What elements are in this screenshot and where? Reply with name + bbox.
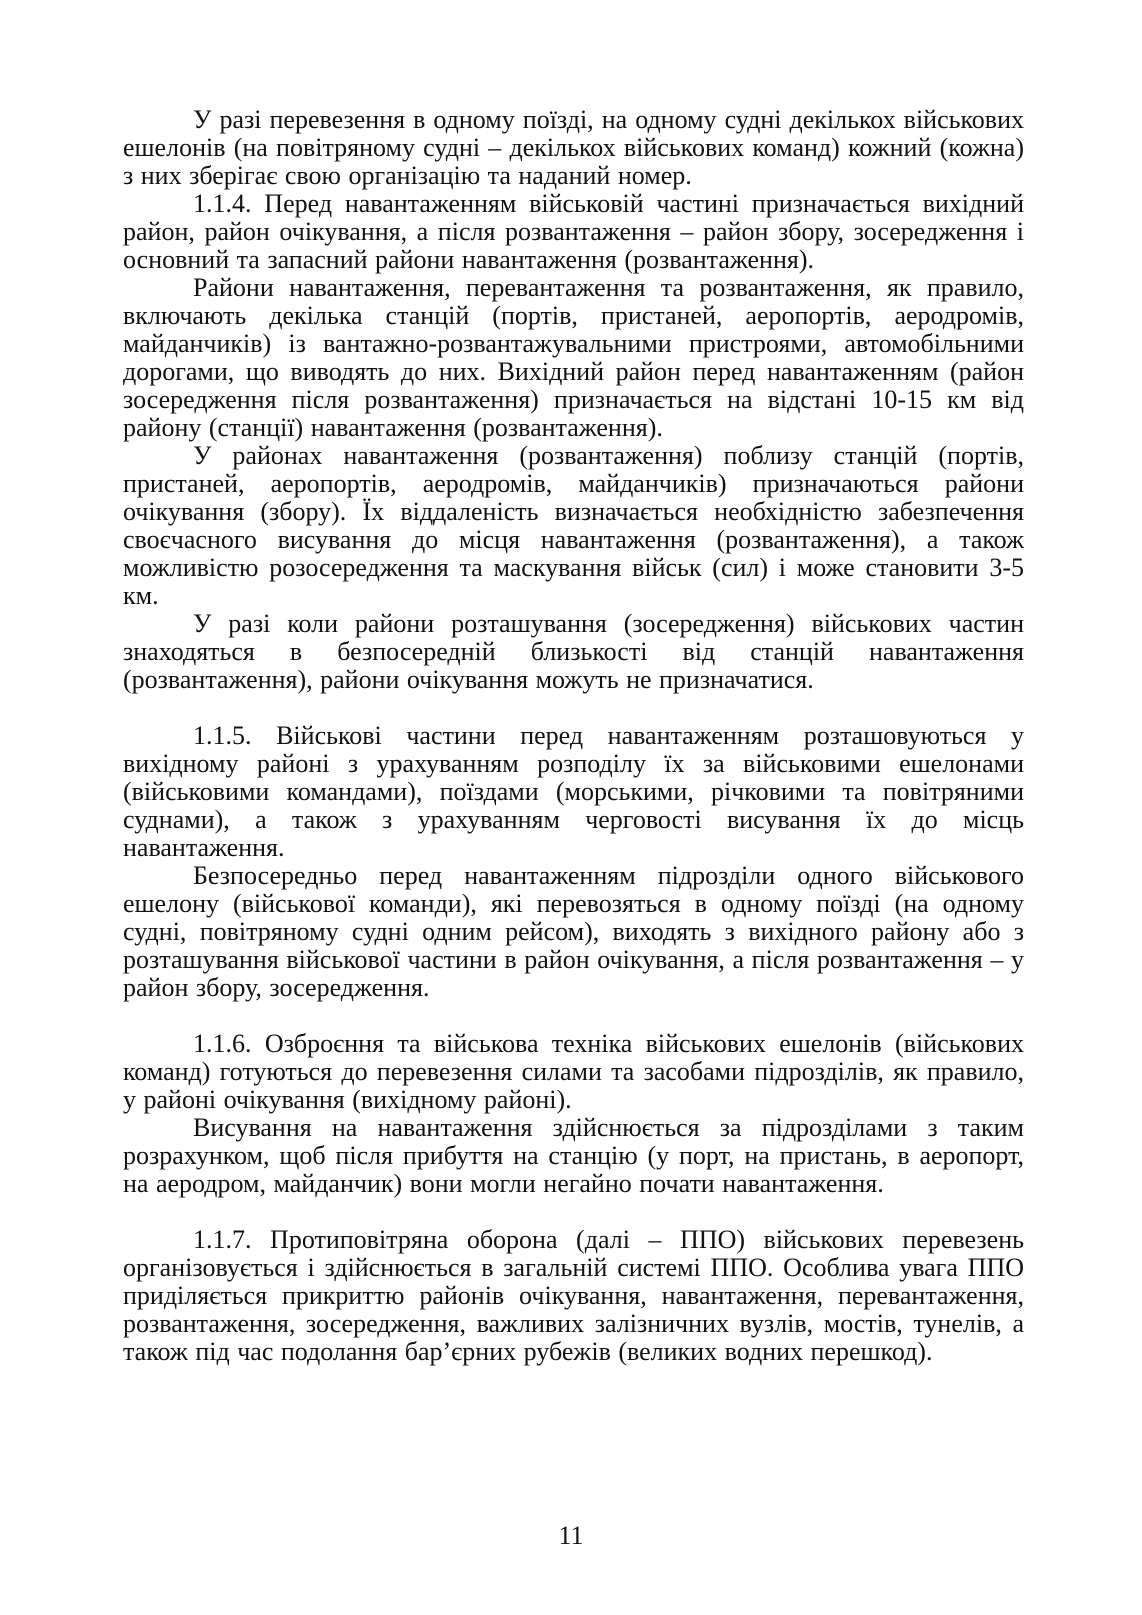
- paragraph-before-loading: Безпосередньо перед навантаженням підрозділи одного військового ешелону (військової команди), які перевозяться в одному поїзді (на одному судні, повітряному судні одним рейсом), виходять з вихідного району або з розташування військової частини в район очікування, а після розвантаження – у район збору, зосередження.: [123, 861, 1024, 1002]
- paragraph-waiting-areas: У районах навантаження (розвантаження) поблизу станцій (портів, пристаней, аеропортів, аеродромів, майданчиків) призначаються райони очікування (збору). Їх віддаленість визначається необхідністю забезпечення своєчасного висування до місця навантаження (розвантаження), а також можливістю розосередження та маскування військ (сил) і може становити 3-5 км.: [123, 441, 1024, 610]
- text-block: [123, 106, 1024, 1366]
- paragraph-advance-to-loading: Висування на навантаження здійснюється за підрозділами з таким розрахунком, щоб після прибуття на станцію (у порт, на пристань, в аеропорт, на аеродром, майданчик) вони могли негайно почати навантаження.: [123, 1113, 1024, 1198]
- paragraph-areas-not-assigned: У разі коли райони розташування (зосередження) військових частин знаходяться в безпосередній близькості від станцій навантаження (розвантаження), райони очікування можуть не призначатися.: [123, 609, 1024, 694]
- paragraph-1-1-7: 1.1.7. Протиповітряна оборона (далі – ППО) військових перевезень організовується і здійснюється в загальній системі ППО. Особлива увага ППО приділяється прикриттю районів очікування, навантаження, перевантаження, розвантаження, зосередження, важливих залізничних вузлів, мостів, тунелів, а також під час подолання бар’єрних рубежів (великих водних перешкод).: [123, 1225, 1024, 1366]
- paragraph-loading-areas: Райони навантаження, перевантаження та розвантаження, як правило, включають декілька станцій (портів, пристаней, аеропортів, аеродромів, майданчиків) із вантажно-розвантажувальними пристроями, автомобільними дорогами, що виводять до них. Вихідний район перед навантаженням (район зосередження після розвантаження) призначається на відстані 10-15 км від району (станції) навантаження (розвантаження).: [123, 273, 1024, 442]
- paragraph-trains-echelons: У разі перевезення в одному поїзді, на одному судні декількох військових ешелонів (на повітряному судні – декількох військових команд) кожний (кожна) з них зберігає свою організацію та наданий номер.: [123, 105, 1024, 190]
- paragraph-1-1-5: 1.1.5. Військові частини перед навантаженням розташовуються у вихідному районі з урахуванням розподілу їх за військовими ешелонами (військовими командами), поїздами (морськими, річковими та повітряними суднами), а також з урахуванням черговості висування їх до місць навантаження.: [123, 721, 1024, 862]
- paragraph-1-1-4: 1.1.4. Перед навантаженням військовій частині призначається вихідний район, район очікування, а після розвантаження – район збору, зосередження і основний та запасний райони навантаження (розвантаження).: [123, 189, 1024, 274]
- paragraph-1-1-6: 1.1.6. Озброєння та військова техніка військових ешелонів (військових команд) готуються до перевезення силами та засобами підрозділів, як правило, у районі очікування (вихідному районі).: [123, 1029, 1024, 1114]
- page-number: 11: [558, 1521, 584, 1550]
